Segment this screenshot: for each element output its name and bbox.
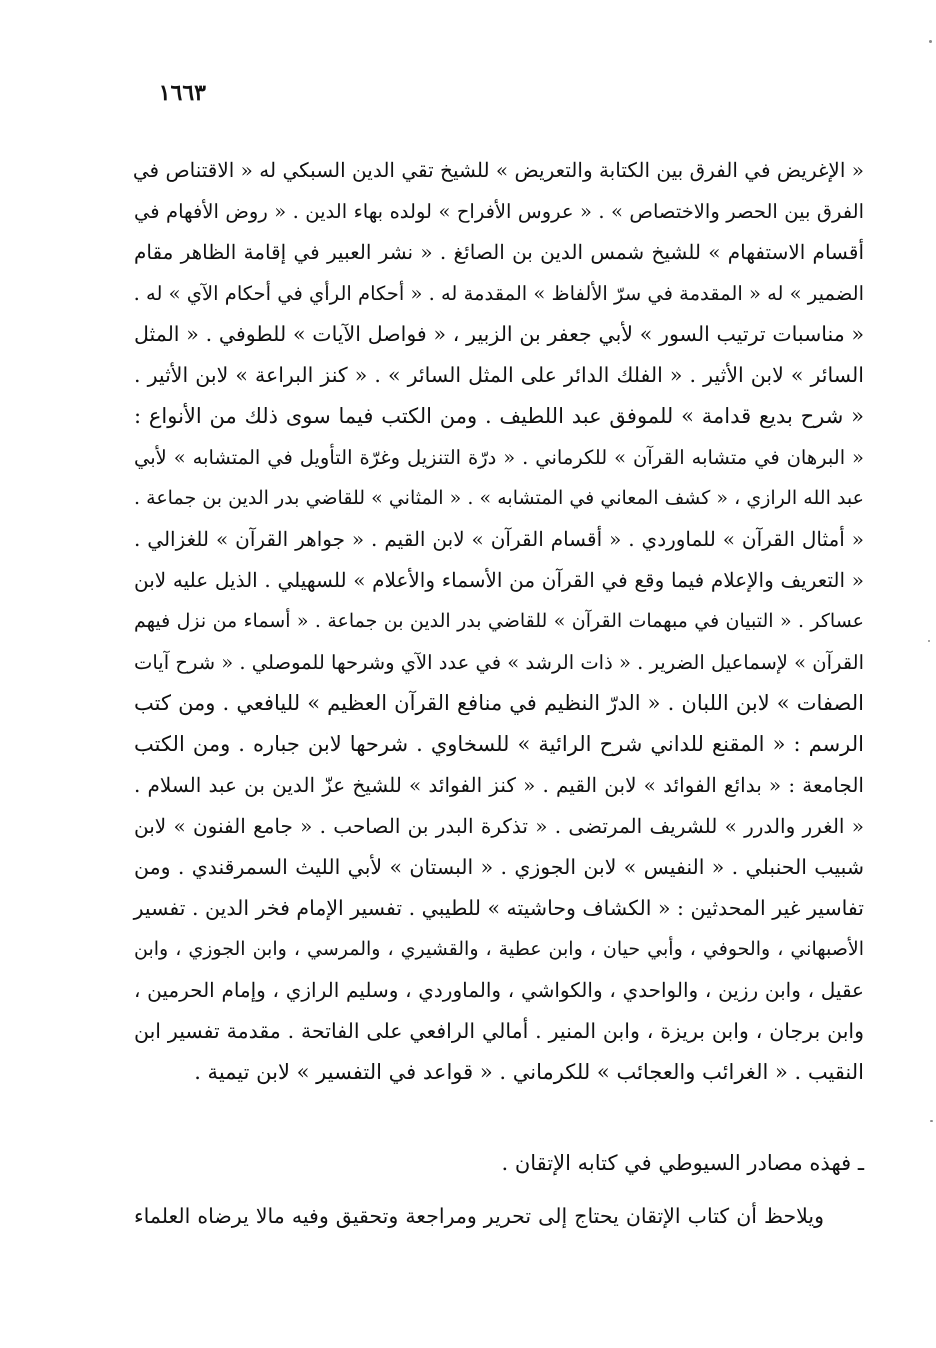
text-line: أقسام الاستفهام » للشيخ شمس الدين بن الصائغ . « نشر العبير في إقامة الظاهر مقام [134,240,864,264]
note-paragraph [134,1196,824,1236]
text-line: « شرح بديع قدامة » للموفق عبد اللطيف . ومن الكتب فيما سوى ذلك من الأنواع : [134,404,864,428]
text-line: الرسم : « المقنع للداني شرح الرائية » للسخاوي . شرحها لابن جباره . ومن الكتب [134,732,864,756]
scan-speck [930,1120,933,1122]
page-number: ١٦٦٣ [158,80,206,106]
scan-speck [928,640,930,642]
text-line: عقيل ، وابن رزين ، والواحدي ، والكواشي ، والماوردي ، وسليم الرازي ، وإمام الحرمين ، [134,978,864,1002]
text-line: الفرق بين الحصر والاختصاص » . « عروس الأفراح » لولده بهاء الدين . « روض الأفهام في [134,200,864,223]
text-line: الصفات » لابن اللبان . « الدرّ النظيم في منافع القرآن العظيم » لليافعي . ومن كتب [134,691,864,715]
text-line: شبيب الحنبلي . « النفيس » لابن الجوزي . « البستان » لأبي الليث السمرقندي . ومن [134,855,864,879]
text-line: عساكر . « التبيان في مبهمات القرآن » للقاضي بدر الدين بن جماعة . « أسماء من نزل فيهم [134,610,864,632]
text-line: النقيب . « الغرائب والعجائب » للكرماني . « قواعد في التفسير » لابن تيمية . [194,1060,864,1084]
conclusion-line: ـ فهذه مصادر السيوطي في كتابه الإتقان . [501,1151,864,1175]
text-line: القرآن » لإسماعيل الضرير . « ذات الرشد » في عدد الآي وشرحها للموصلي . « شرح آيات [134,651,864,674]
text-line: « مناسبات ترتيب السور » لأبي جعفر بن الزبير ، « فواصل الآيات » للطوفي . « المثل [134,322,864,346]
text-line: عبد الله الرازي ، « كشف المعاني في المتشابه » . « المثاني » للقاضي بدر الدين بن جماعة . [134,487,864,509]
conclusion-paragraph [134,1143,864,1183]
text-line: « الإغريض في الفرق بين الكتابة والتعريض » للشيخ تقي الدين السبكي له « الاقتناص في [132,158,864,182]
text-line: السائر » لابن الأثير . « الفلك الدائر على المثل السائر » . « كنز البراعة » لابن الأثير . [134,363,864,387]
text-line: الضمير » له « المقدمة في سرّ الألفاظ » المقدمة له . « أحكام الرأي في أحكام الآي » له . [133,282,864,305]
text-line: الجامعة : « بدائع الفوائد » لابن القيم . « كنز الفوائد » للشيخ عزّ الدين بن عبد السلام . [134,773,864,797]
scan-speck [929,40,932,43]
text-line: « أمثال القرآن » للماوردي . « أقسام القرآن » لابن القيم . « جواهر القرآن » للغزالي . [134,527,864,551]
text-line: « التعريف والإعلام فيما وقع في القرآن من الأسماء والأعلام » للسهيلي . الذيل عليه لابن [134,568,864,592]
text-line: « الغرر والدرر » للشريف المرتضى . « تذكرة البدر بن الصاحب . « جامع الفنون » لابن [134,814,864,838]
note-line: ويلاحظ أن كتاب الإتقان يحتاج إلى تحرير ومراجعة وتحقيق وفيه مالا يرضاه العلماء [134,1204,824,1228]
text-line: وابن برجان ، وابن بريزة ، وابن المنير . أمالي الرافعي على الفاتحة . مقدمة تفسير ابن [134,1019,864,1043]
text-line: الأصبهاني ، والحوفي ، وأبي حيان ، وابن عطية ، والقشيري ، والمرسي ، وابن الجوزي ، وابن [134,938,864,960]
text-line: تفاسير غير المحدثين : « الكشاف وحاشيته » للطيبي . تفسير الإمام فخر الدين . تفسير [133,896,864,920]
main-text-block [134,150,864,1093]
text-line: « البرهان في متشابه القرآن » للكرماني . « درّة التنزيل وغرّة التأويل في المتشابه » لأبي [134,446,864,469]
